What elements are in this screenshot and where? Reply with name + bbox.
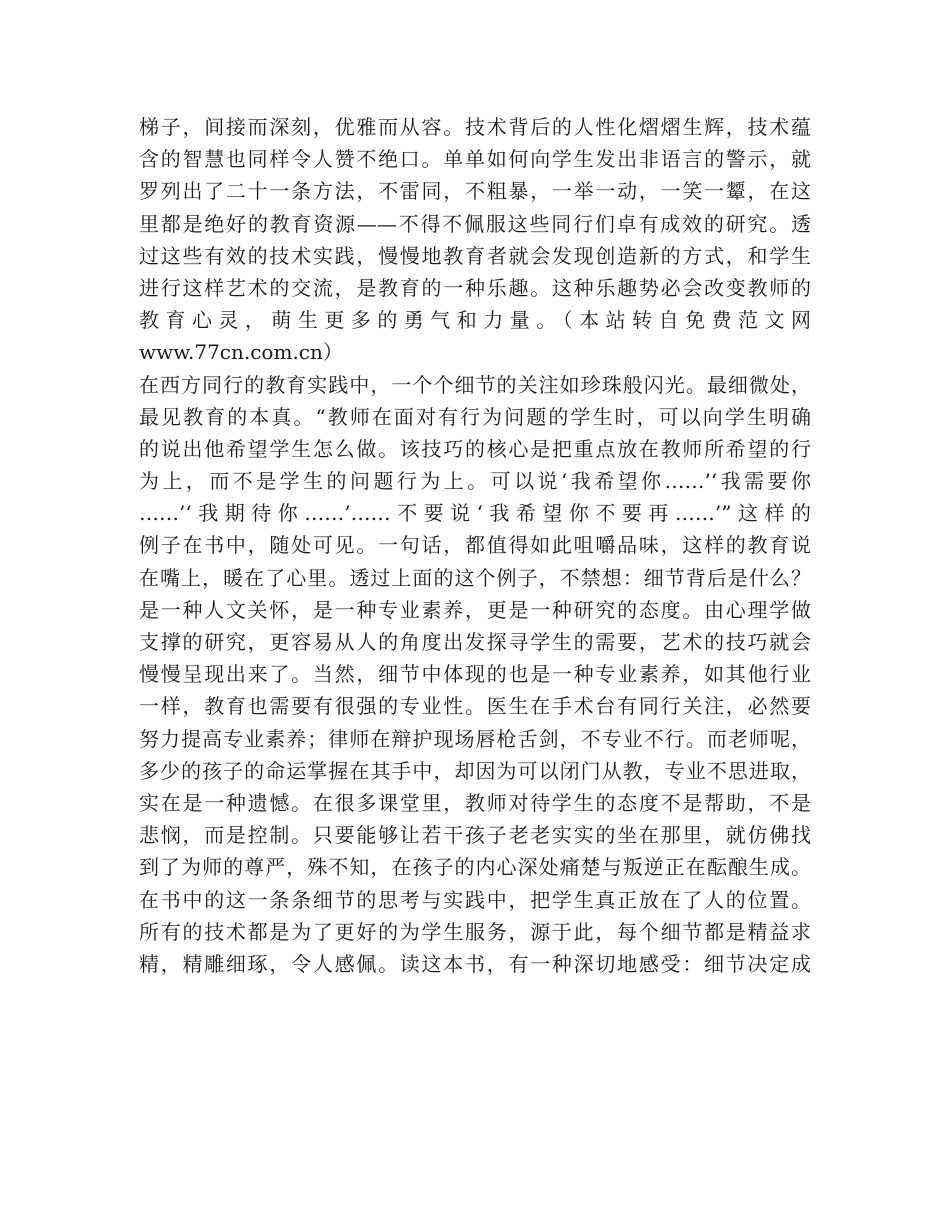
text-line: 为上，而不是学生的问题行为上。可以说‘我希望你……’‘我需要你	[139, 469, 811, 494]
text-line: 实在是一种遗憾。在很多课堂里，教师对待学生的态度不是帮助，不是	[139, 790, 811, 815]
text-line: 罗列出了二十一条方法，不雷同，不粗暴，一举一动，一笑一颦，在这	[139, 179, 811, 204]
text-line: 最见教育的本真。“教师在面对有行为问题的学生时，可以向学生明确	[139, 404, 811, 429]
text-line: 所有的技术都是为了更好的为学生服务，源于此，每个细节都是精益求	[139, 919, 811, 944]
text-line: 里都是绝好的教育资源——不得不佩服这些同行们卓有成效的研究。透	[139, 211, 811, 236]
text-line: ……’‘我期待你……’……不要说‘我希望你不要再……’”这样的	[139, 501, 811, 526]
text-line: 梯子，间接而深刻，优雅而从容。技术背后的人性化熠熠生辉，技术蕴	[139, 115, 811, 139]
text-line: 过这些有效的技术实践，慢慢地教育者就会发现创造新的方式，和学生	[139, 243, 811, 268]
text-line: 进行这样艺术的交流，是教育的一种乐趣。这种乐趣势必会改变教师的	[139, 275, 811, 300]
text-line: 教育心灵，萌生更多的勇气和力量。（本站转自免费范文网	[139, 308, 811, 333]
body-text	[139, 111, 811, 980]
text-line: 精，精雕细琢，令人感佩。读这本书，有一种深切地感受：细节决定成	[139, 951, 811, 976]
text-line: 在嘴上，暖在了心里。透过上面的这个例子，不禁想：细节背后是什么？	[139, 565, 811, 590]
text-line: 多少的孩子的命运掌握在其手中，却因为可以闭门从教，专业不思进取，	[139, 758, 811, 783]
text-line: 一样，教育也需要有很强的专业性。医生在手术台有同行关注，必然要	[139, 694, 811, 719]
text-line: 是一种人文关怀，是一种专业素养，更是一种研究的态度。由心理学做	[139, 597, 811, 622]
text-line: www.77cn.com.cn）	[139, 340, 343, 365]
text-line: 悲悯，而是控制。只要能够让若干孩子老老实实的坐在那里，就仿佛找	[139, 823, 811, 848]
text-line: 在西方同行的教育实践中，一个个细节的关注如珍珠般闪光。最细微处，	[139, 372, 811, 397]
text-line: 的说出他希望学生怎么做。该技巧的核心是把重点放在教师所希望的行	[139, 436, 811, 461]
text-line: 到了为师的尊严，殊不知，在孩子的内心深处痛楚与叛逆正在酝酿生成。	[139, 855, 811, 880]
text-line: 含的智慧也同样令人赞不绝口。单单如何向学生发出非语言的警示，就	[139, 147, 811, 172]
text-line: 在书中的这一条条细节的思考与实践中，把学生真正放在了人的位置。	[139, 887, 811, 912]
text-line: 努力提高专业素养；律师在辩护现场唇枪舌剑，不专业不行。而老师呢，	[139, 726, 811, 751]
text-line: 例子在书中，随处可见。一句话，都值得如此咀嚼品味，这样的教育说	[139, 533, 811, 558]
text-line: 慢慢呈现出来了。当然，细节中体现的也是一种专业素养，如其他行业	[139, 662, 811, 687]
text-line: 支撑的研究，更容易从人的角度出发探寻学生的需要，艺术的技巧就会	[139, 630, 811, 654]
